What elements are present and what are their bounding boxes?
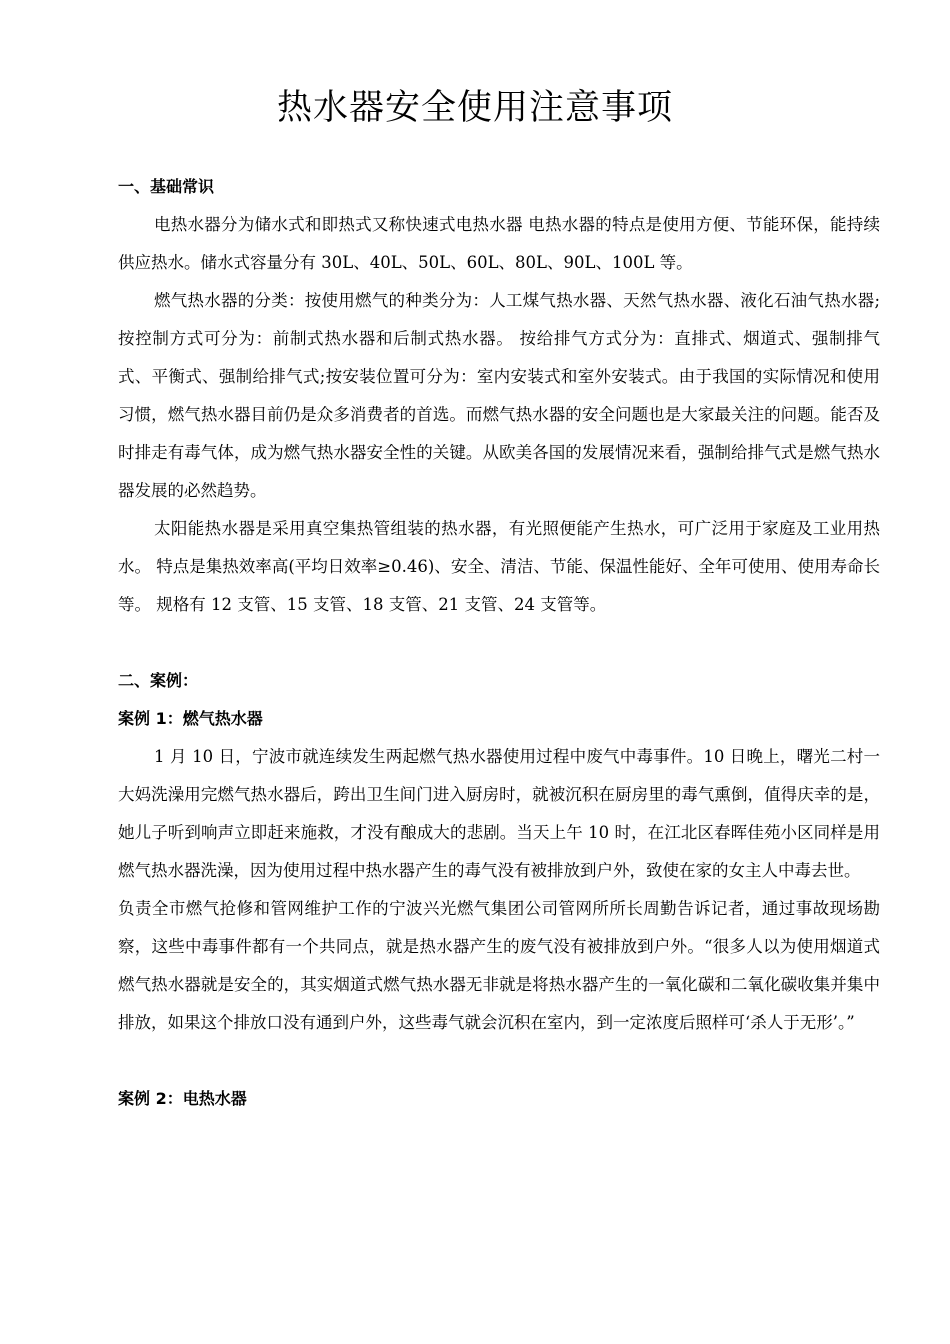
case-heading: 案例 1：燃气热水器 xyxy=(118,709,263,728)
paragraph-case1-quote: 负责全市燃气抢修和管网维护工作的宁波兴光燃气集团公司管网所所长周勤告诉记者，通过事故现场勘察，这些中毒事件都有一个共同点，就是热水器产生的废气没有被排放到户外。“很多人以为使用烟道式燃气热水器就是安全的，其实烟道式燃气热水器无非就是将热水器产生的一氧化碳和二氧化碳收集并集中排放，如果这个排放口没有通到户外，这些毒气就会沉积在室内，到一定浓度后照样可‘杀人于无形’。” xyxy=(118,899,880,1032)
section-spacer xyxy=(118,1042,880,1080)
section-heading: 二、案例： xyxy=(118,671,199,690)
paragraph-gas-heater: 燃气热水器的分类：按使用燃气的种类分为：人工煤气热水器、天然气热水器、液化石油气热水器;按控制方式可分为：前制式热水器和后制式热水器。 按给排气方式分为：直排式、烟道式、强制排气式、平衡式、强制给排气式;按安装位置可分为：室内安装式和室外安装式。由于我国的实际情况和使用习惯，燃气热水器目前仍是众多消费者的首选。而燃气热水器的安全问题也是大家最关注的问题。能否及时排走有毒气体，成为燃气热水器安全性的关键。从欧美各国的发展情况来看，强制给排气式是燃气热水器发展的必然趋势。 xyxy=(118,291,880,500)
section-basic-knowledge xyxy=(118,168,880,624)
paragraph-solar-heater: 太阳能热水器是采用真空集热管组装的热水器，有光照便能产生热水，可广泛用于家庭及工业用热水。 特点是集热效率高(平均日效率≥0.46)、安全、清洁、节能、保温性能好、全年可使用、使用寿命长等。 规格有 12 支管、15 支管、18 支管、21 支管、24 支管等。 xyxy=(118,519,880,614)
section-heading: 一、基础常识 xyxy=(118,177,215,196)
paragraph-case1-incident: 1 月 10 日，宁波市就连续发生两起燃气热水器使用过程中废气中毒事件。10 日晚上，曙光二村一大妈洗澡用完燃气热水器后，跨出卫生间门进入厨房时，就被沉积在厨房里的毒气熏倒，值得庆幸的是，她儿子听到响声立即赶来施救，才没有酿成大的悲剧。当天上午 10 时，在江北区春晖佳苑小区同样是用燃气热水器洗澡，因为使用过程中热水器产生的毒气没有被排放到户外，致使在家的女主人中毒去世。 xyxy=(118,747,880,880)
section-spacer xyxy=(118,624,880,662)
document-body xyxy=(118,168,880,1118)
case-heading: 案例 2：电热水器 xyxy=(118,1089,247,1108)
section-cases xyxy=(118,662,880,1118)
page-title: 热水器安全使用注意事项 xyxy=(276,88,673,129)
paragraph-electric-heater: 电热水器分为储水式和即热式又称快速式电热水器 电热水器的特点是使用方便、节能环保，能持续供应热水。储水式容量分有 30L、40L、50L、60L、80L、90L、100L 等。 xyxy=(118,215,880,272)
